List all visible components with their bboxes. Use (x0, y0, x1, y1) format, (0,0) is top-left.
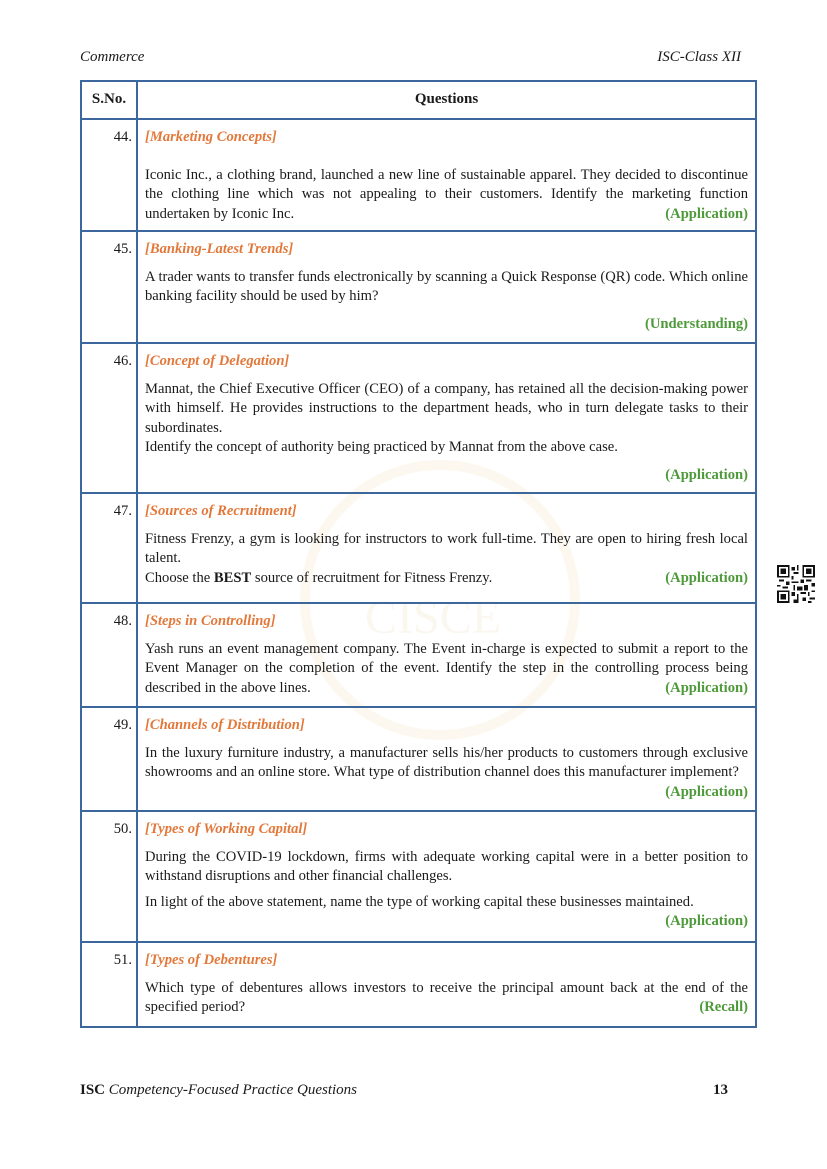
cognitive-level: (Application) (665, 913, 748, 929)
question-topic: [Sources of Recruitment] (145, 503, 297, 519)
question-number: 49. (81, 707, 137, 811)
question-instruction: Choose the BEST source of recruitment for Fitness Frenzy. (Application) (145, 569, 748, 589)
column-header-questions: Questions (137, 81, 756, 119)
question-text: Mannat, the Chief Executive Officer (CEO) of a company, has retained all the decision-making power with himself. He provides instructions to the department heads, who in turn delegate tasks to their subordinates. (145, 380, 748, 436)
footer-title (80, 1082, 357, 1099)
question-text: During the COVID-19 lockdown, firms with adequate working capital were in a better position to withstand disruptions and other financial challenges. (145, 848, 748, 884)
header-class: ISC-Class XII (657, 49, 741, 65)
question-topic: [Channels of Distribution] (145, 717, 305, 733)
question-number: 45. (81, 231, 137, 343)
question-topic: [Steps in Controlling] (145, 613, 276, 629)
table-row (81, 942, 756, 1027)
cognitive-level: (Application) (665, 205, 748, 222)
footer-subtitle: Competency-Focused Practice Questions (105, 1082, 358, 1098)
question-text: In the luxury furniture industry, a manufacturer sells his/her products to customers through exclusive showrooms and an online store. What type of distribution channel does this manufacturer implement? (Application) (145, 744, 748, 783)
question-instruction: Identify the concept of authority being practiced by Mannat from the above case. (145, 439, 618, 455)
question-instruction: In light of the above statement, name the type of working capital these businesses maintained. (Application) (145, 893, 748, 913)
table-row (81, 811, 756, 942)
column-header-sno: S.No. (81, 81, 137, 119)
question-text: Iconic Inc., a clothing brand, launched a new line of sustainable apparel. They decided to discontinue the clothing line which was not appealing to their customers. Identify the marketing function undertaken by Iconic Inc. (Application) (145, 166, 748, 225)
question-text: Yash runs an event management company. The Event in-charge is expected to submit a report to the Event Manager on the completion of the event. Identify the step in the controlling process being described in the above lines. (Application) (145, 640, 748, 699)
qr-code-icon[interactable] (777, 565, 815, 603)
table-row (81, 707, 756, 811)
table-row (81, 343, 756, 493)
question-text: Fitness Frenzy, a gym is looking for instructors to work full-time. They are open to hiring fresh local talent. (145, 530, 748, 566)
footer-brand: ISC (80, 1082, 106, 1098)
question-number: 51. (81, 942, 137, 1027)
table-row (81, 119, 756, 231)
question-topic: [Types of Working Capital] (145, 821, 308, 837)
table-row (81, 231, 756, 343)
cognitive-level: (Application) (665, 679, 748, 696)
question-text: Which type of debentures allows investors to receive the principal amount back at the end of the specified period? (Recall) (145, 979, 748, 1018)
question-topic: [Concept of Delegation] (145, 353, 290, 369)
cognitive-level: (Application) (665, 783, 748, 800)
questions-table (80, 80, 757, 1028)
cognitive-level: (Application) (665, 466, 748, 483)
header-subject: Commerce (80, 49, 145, 65)
page-number: 13 (713, 1082, 728, 1098)
question-text: A trader wants to transfer funds electronically by scanning a Quick Response (QR) code. Which online banking facility should be used by him? (145, 268, 748, 304)
question-number: 44. (81, 119, 137, 231)
question-topic: [Marketing Concepts] (145, 129, 277, 145)
question-topic: [Types of Debentures] (145, 952, 278, 968)
question-topic: [Banking-Latest Trends] (145, 241, 294, 257)
emphasis-best: BEST (213, 569, 252, 586)
question-number: 47. (81, 493, 137, 603)
table-row (81, 493, 756, 603)
question-number: 46. (81, 343, 137, 493)
question-number: 50. (81, 811, 137, 942)
watermark-text: CISCE (365, 591, 502, 644)
question-number: 48. (81, 603, 137, 707)
table-row (81, 603, 756, 707)
cognitive-level: (Recall) (699, 999, 748, 1015)
cognitive-level: (Understanding) (645, 315, 748, 332)
cognitive-level: (Application) (665, 569, 748, 586)
